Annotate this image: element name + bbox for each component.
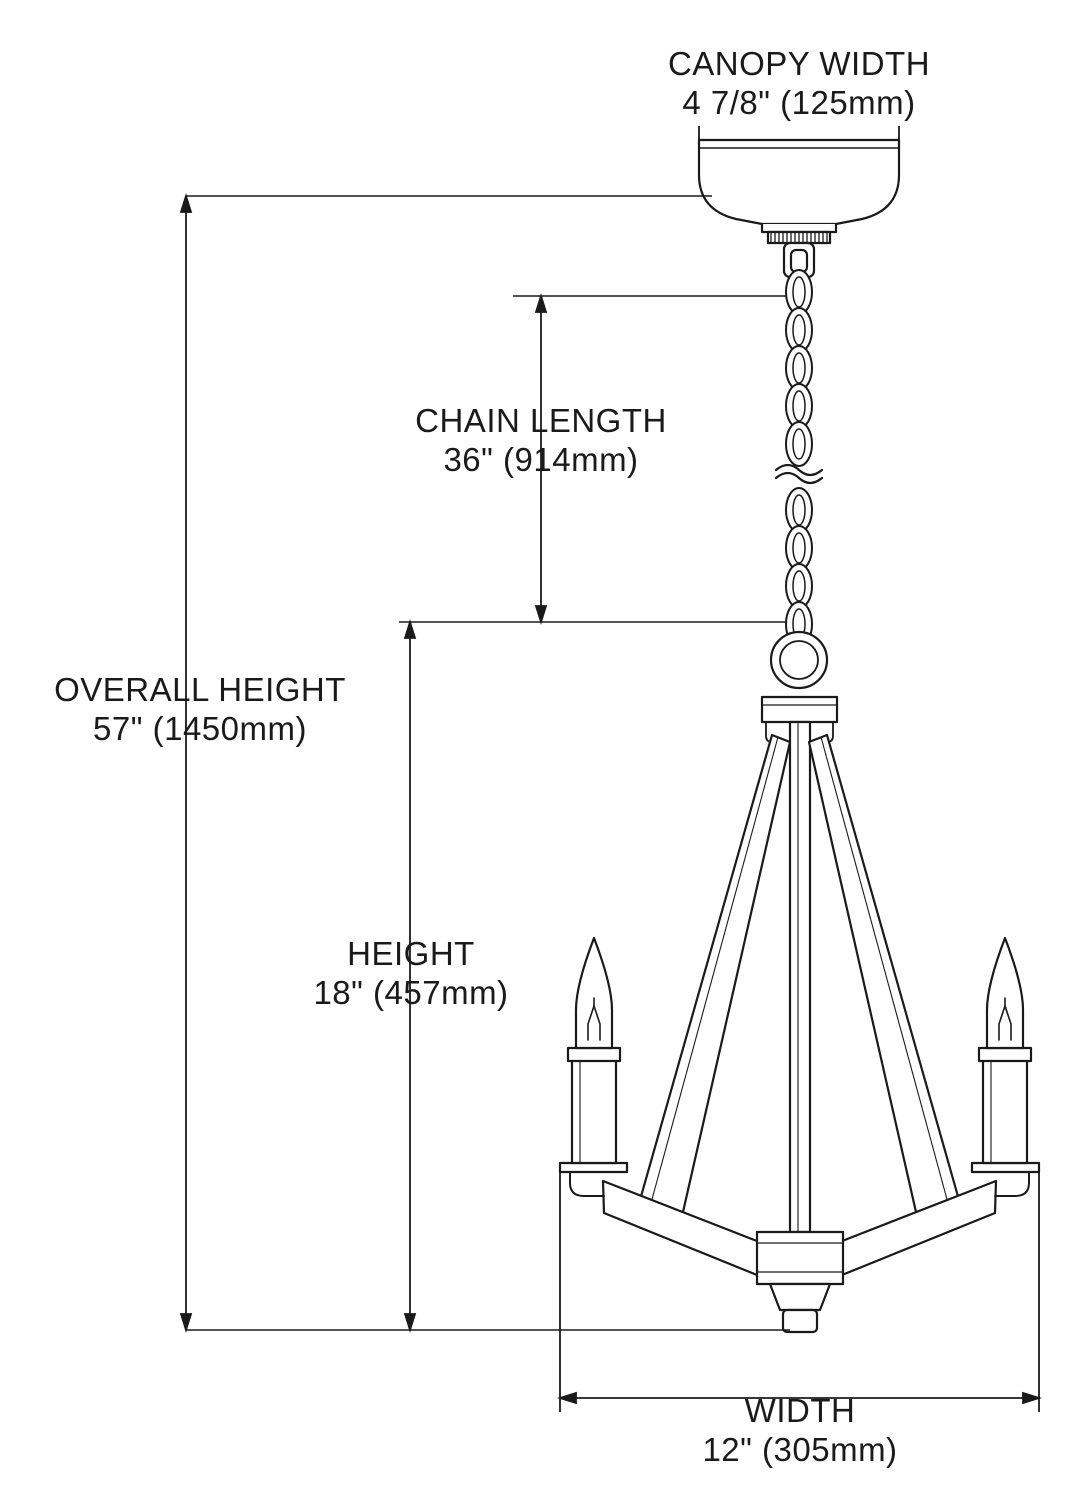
canopy-shape — [699, 140, 899, 232]
right-candle-assembly — [972, 938, 1039, 1196]
center-column — [790, 722, 810, 1232]
chain — [776, 270, 822, 646]
left-frame-arm — [640, 735, 790, 1212]
chain-length-label — [341, 402, 741, 480]
chain-length-title: CHAIN LENGTH — [415, 402, 667, 439]
bottom-hub — [757, 1232, 843, 1332]
height-value: 18" (457mm) — [313, 973, 509, 1011]
height-label — [211, 935, 611, 1013]
canopy-width-label — [599, 45, 999, 123]
canopy-width-dimension — [699, 126, 899, 140]
hanging-ring — [771, 632, 827, 688]
right-frame-arm — [809, 735, 959, 1212]
width-title: WIDTH — [744, 1392, 856, 1429]
canopy-width-value: 4 7/8" (125mm) — [682, 83, 916, 121]
width-label — [600, 1392, 1000, 1470]
overall-height-title: OVERALL HEIGHT — [54, 671, 346, 708]
chain-length-value: 36" (914mm) — [443, 440, 639, 478]
canopy-collar — [768, 232, 830, 243]
height-title: HEIGHT — [347, 935, 475, 972]
canopy-width-title: CANOPY WIDTH — [667, 45, 931, 82]
overall-height-dimension — [181, 196, 790, 1330]
overall-height-value: 57" (1450mm) — [93, 709, 307, 747]
overall-height-label — [10, 671, 390, 749]
width-value: 12" (305mm) — [702, 1430, 898, 1468]
